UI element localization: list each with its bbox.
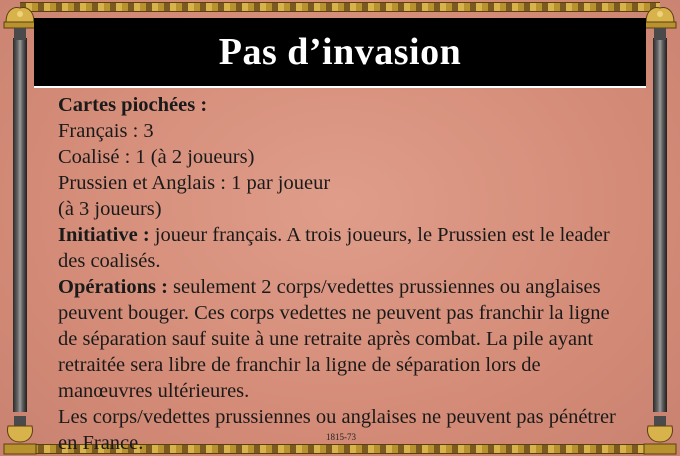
title-bar bbox=[34, 18, 646, 88]
right-column bbox=[653, 38, 667, 412]
operations-text: seulement 2 corps/vedettes prussiennes ou anglaises peuvent bouger. Ces corps vedettes ne peuvent pas franchir la ligne de séparation sauf suite à une retraite après combat. La pile ayant retraitée sera libre de franchir la ligne de séparation lors de manœuvres ultérieures. bbox=[58, 276, 610, 402]
extra-paragraph: Les corps/vedettes prussiennes ou anglaises ne peuvent pas pénétrer en France. bbox=[58, 406, 616, 454]
drawn-cards-line: (à 3 joueurs) bbox=[58, 198, 162, 220]
initiative-label: Initiative : bbox=[58, 224, 150, 246]
operations-paragraph bbox=[58, 274, 633, 404]
drawn-cards-line: Français : 3 bbox=[58, 120, 154, 142]
drawn-cards-line: Prussien et Anglais : 1 par joueur bbox=[58, 172, 331, 194]
card-code: 1815-73 bbox=[326, 432, 356, 442]
drawn-cards-line: Coalisé : 1 (à 2 joueurs) bbox=[58, 146, 255, 168]
operations-label: Opérations : bbox=[58, 276, 168, 298]
gold-eagle-capital-icon bbox=[640, 0, 680, 40]
drawn-cards-heading: Cartes piochées : bbox=[58, 94, 208, 116]
initiative-paragraph bbox=[58, 222, 633, 274]
initiative-text: joueur français. A trois joueurs, le Prussien est le leader des coalisés. bbox=[58, 224, 610, 272]
card-title: Pas d’invasion bbox=[218, 31, 462, 73]
gold-column-base-icon bbox=[640, 416, 680, 456]
card-text bbox=[58, 92, 633, 456]
left-column bbox=[13, 38, 27, 412]
gold-column-base-icon bbox=[0, 416, 40, 456]
top-gold-frieze bbox=[20, 2, 660, 12]
